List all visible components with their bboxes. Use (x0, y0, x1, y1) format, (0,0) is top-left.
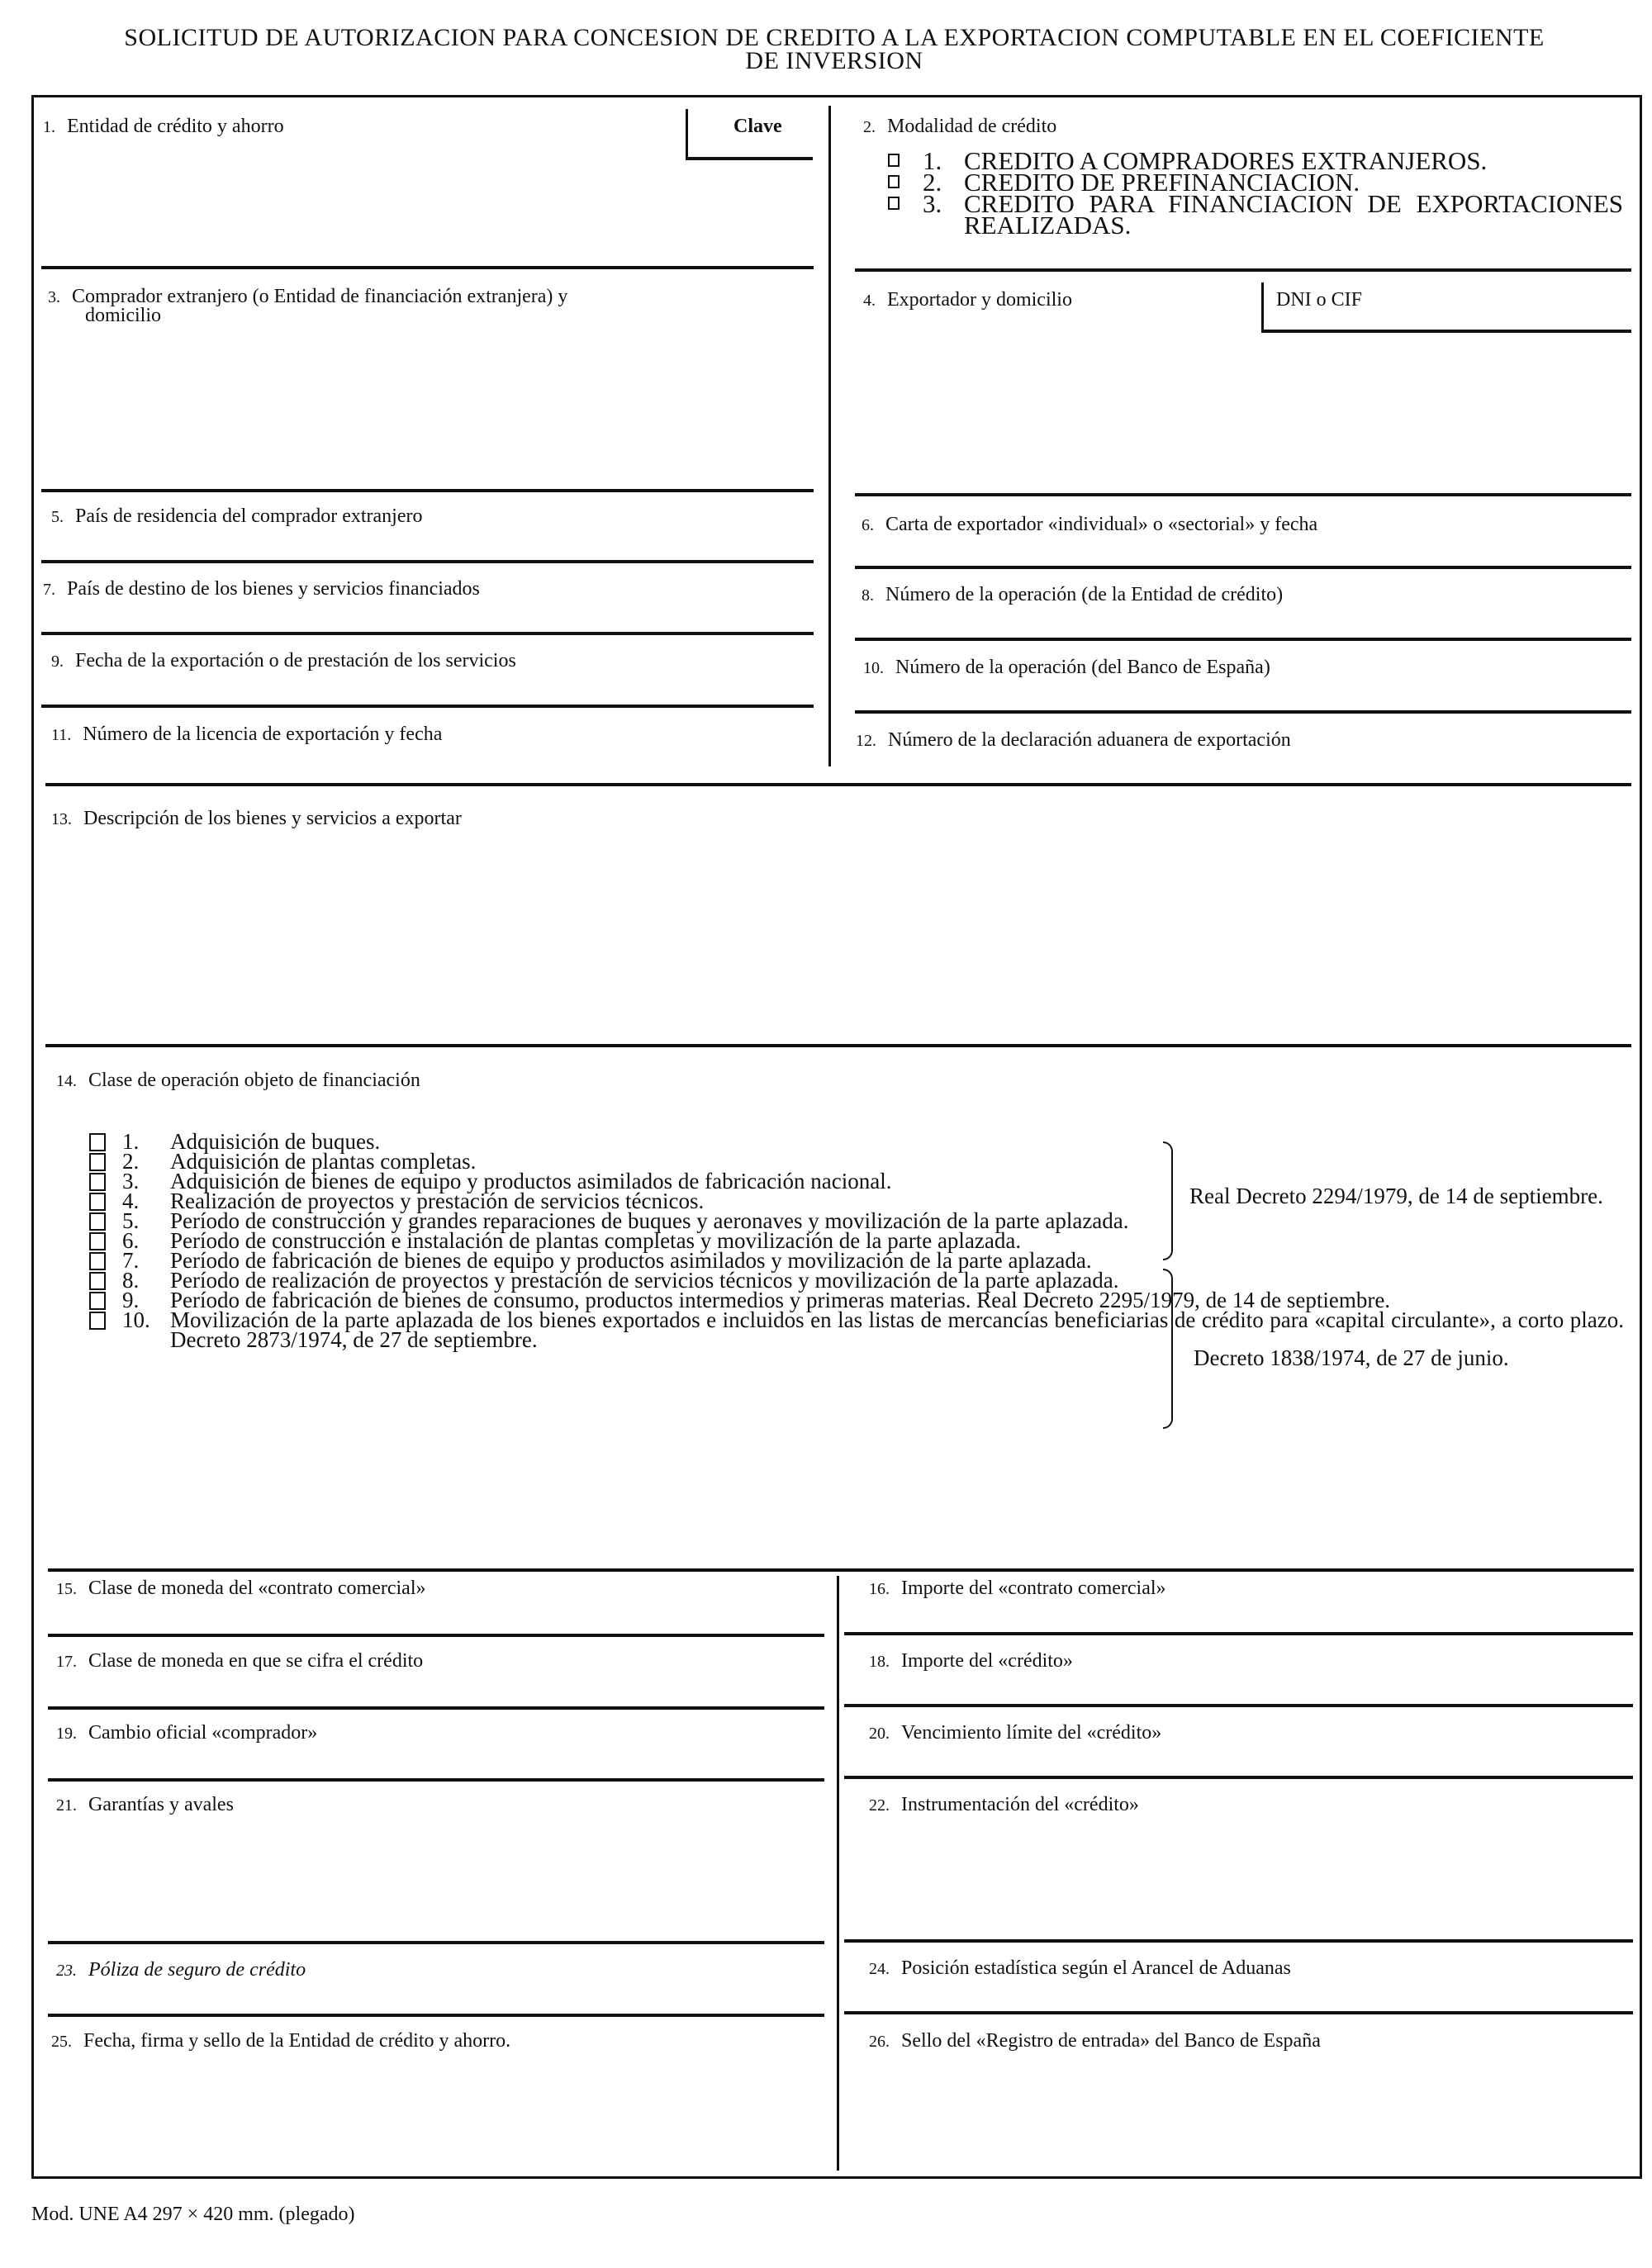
divider (41, 489, 814, 492)
field-1-entidad[interactable]: 1. Entidad de crédito y ahorro (43, 116, 284, 137)
checkbox[interactable] (89, 1153, 106, 1171)
divider (45, 1044, 1631, 1047)
checkbox[interactable] (89, 1173, 106, 1191)
divider (41, 632, 814, 635)
field-10[interactable]: 10. Número de la operación (del Banco de España) (863, 657, 1270, 678)
modalidad-option-2[interactable]: 2. CREDITO DE PREFINANCIACION. (888, 172, 1623, 193)
checkbox[interactable] (89, 1212, 106, 1231)
field-25[interactable]: 25. Fecha, firma y sello de la Entidad de crédito y ahorro. (51, 2030, 511, 2052)
field-14-clase-operacion: 14. Clase de operación objeto de financiación (56, 1070, 420, 1091)
field-17[interactable]: 17. Clase de moneda en que se cifra el crédito (56, 1650, 424, 1672)
operation-option-5[interactable]: 5. Período de construcción y grandes reparaciones de buques y aeronaves y movilización de la parte aplazada. (89, 1211, 1634, 1231)
divider (48, 1634, 824, 1637)
divider (844, 1704, 1633, 1707)
field-20[interactable]: 20. Vencimiento límite del «crédito» (869, 1722, 1162, 1744)
divider (844, 2011, 1633, 2014)
brace-group-1 (1163, 1141, 1173, 1260)
field-24[interactable]: 24. Posición estadística según el Arancel de Aduanas (869, 1957, 1291, 1979)
operation-option-8[interactable]: 8. Período de realización de proyectos y prestación de servicios técnicos y movilización de la parte aplazada. (89, 1270, 1634, 1290)
field-23[interactable]: 23. Póliza de seguro de crédito (56, 1959, 306, 1981)
divider (855, 268, 1631, 272)
field-22[interactable]: 22. Instrumentación del «crédito» (869, 1794, 1139, 1815)
field-21[interactable]: 21. Garantías y avales (56, 1794, 234, 1815)
field-11[interactable]: 11. Número de la licencia de exportación y fecha (51, 724, 443, 745)
decree-group-2: Decreto 1838/1974, de 27 de junio. (1194, 1345, 1509, 1370)
divider (41, 560, 814, 563)
checkbox[interactable] (888, 175, 900, 188)
divider (844, 1776, 1633, 1779)
divider (48, 1941, 824, 1944)
field-16[interactable]: 16. Importe del «contrato comercial» (869, 1578, 1166, 1599)
operation-option-1[interactable]: 1. Adquisición de buques. (89, 1132, 1634, 1151)
operation-option-4[interactable]: 4. Realización de proyectos y prestación de servicios técnicos. (89, 1191, 1634, 1211)
field-6[interactable]: 6. Carta de exportador «individual» o «sectorial» y fecha (862, 514, 1318, 535)
checkbox[interactable] (89, 1193, 106, 1211)
column-divider-bottom (837, 1576, 839, 2171)
divider (45, 783, 1631, 786)
field-18[interactable]: 18. Importe del «crédito» (869, 1650, 1073, 1672)
decree-group-1: Real Decreto 2294/1979, de 14 de septiembre. (1189, 1184, 1603, 1208)
operation-option-9[interactable]: 9. Período de fabricación de bienes de consumo, productos intermedios y primeras materias. Real Decreto 2295/1979, de 14 de septiembre. (89, 1290, 1634, 1310)
field-26[interactable]: 26. Sello del «Registro de entrada» del Banco de España (869, 2030, 1321, 2052)
divider (48, 1778, 824, 1782)
clave-box-bottom (686, 157, 813, 160)
divider (41, 705, 814, 708)
field-5[interactable]: 5. País de residencia del comprador extranjero (51, 505, 423, 527)
field-15[interactable]: 15. Clase de moneda del «contrato comercial» (56, 1578, 426, 1599)
divider (855, 566, 1631, 569)
divider (844, 1632, 1633, 1635)
checkbox[interactable] (89, 1232, 106, 1250)
field-19[interactable]: 19. Cambio oficial «comprador» (56, 1722, 318, 1744)
operation-option-3[interactable]: 3. Adquisición de bienes de equipo y productos asimilados de fabricación nacional. (89, 1171, 1634, 1191)
operation-option-10[interactable]: 10. Movilización de la parte aplazada de los bienes exportados e incluidos en las listas de mercancías beneficiarias de crédito para «capital circulante», a corto plazo. Decreto 2873/1974, de 27 de septiembre. (89, 1310, 1634, 1350)
dni-cif-label: DNI o CIF (1276, 289, 1363, 311)
field-13-descripcion[interactable]: 13. Descripción de los bienes y servicios a exportar (51, 808, 462, 829)
column-divider-top (828, 106, 831, 766)
field-8[interactable]: 8. Número de la operación (de la Entidad de crédito) (862, 584, 1284, 605)
divider (855, 493, 1631, 496)
form-title: SOLICITUD DE AUTORIZACION PARA CONCESION DE CREDITO A LA EXPORTACION COMPUTABLE EN EL COEFICIENTE DE INVERSION (124, 24, 1545, 74)
divider (855, 710, 1631, 714)
brace-group-2 (1163, 1269, 1173, 1429)
operation-option-7[interactable]: 7. Período de fabricación de bienes de equipo y productos asimilados y movilización de la parte aplazada. (89, 1250, 1634, 1270)
field-9[interactable]: 9. Fecha de la exportación o de prestación de los servicios (51, 650, 516, 671)
clave-box-left (686, 109, 688, 159)
checkbox[interactable] (89, 1272, 106, 1290)
dni-box-bottom (1261, 330, 1631, 333)
divider (41, 266, 814, 269)
divider (48, 1568, 1634, 1572)
divider (48, 1706, 824, 1710)
field-2-modalidad: 2. Modalidad de crédito (863, 116, 1057, 137)
operation-option-6[interactable]: 6. Período de construcción e instalación de plantas completas y movilización de la parte aplazada. (89, 1231, 1634, 1250)
checkbox[interactable] (89, 1312, 106, 1330)
field-7[interactable]: 7. País de destino de los bienes y servicios financiados (43, 578, 480, 600)
checkbox[interactable] (888, 154, 900, 167)
field-12[interactable]: 12. Número de la declaración aduanera de exportación (856, 729, 1291, 751)
divider (855, 638, 1631, 641)
modalidad-options (888, 146, 1623, 240)
form-model-footer: Mod. UNE A4 297 × 420 mm. (plegado) (31, 2204, 355, 2225)
divider (48, 2014, 824, 2017)
field-4-exportador[interactable]: 4. Exportador y domicilio (863, 289, 1072, 311)
operation-options (89, 1129, 1634, 1352)
clave-label: Clave (733, 116, 782, 137)
checkbox[interactable] (888, 197, 900, 210)
dni-box-left (1261, 282, 1264, 330)
divider (844, 1939, 1633, 1943)
checkbox[interactable] (89, 1133, 106, 1151)
checkbox[interactable] (89, 1292, 106, 1310)
modalidad-option-1[interactable]: 1. CREDITO A COMPRADORES EXTRANJEROS. (888, 150, 1623, 172)
operation-option-2[interactable]: 2. Adquisición de plantas completas. (89, 1151, 1634, 1171)
checkbox[interactable] (89, 1252, 106, 1270)
field-3-comprador[interactable]: 3. Comprador extranjero (o Entidad de financiación extranjera) y domicilio (48, 286, 568, 326)
modalidad-option-3[interactable]: 3. CREDITO PARA FINANCIACION DE EXPORTACIONES REALIZADAS. (888, 193, 1623, 236)
